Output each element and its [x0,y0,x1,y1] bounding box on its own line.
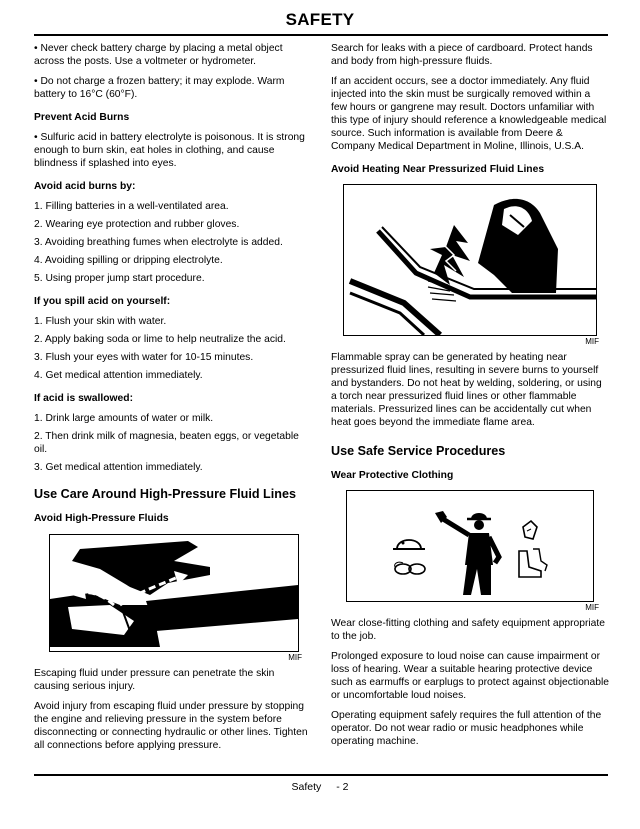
boots-icon [519,549,547,577]
avoid-acid-item-3: 3. Avoiding breathing fumes when electrolyte is added. [34,237,283,248]
welder-illustration [344,185,596,335]
right-intro-paragraph-1: Search for leaks with a piece of cardboard. Protect hands and body from high-pressure fluids. [331,43,593,67]
spill-acid-item-2: 2. Apply baking soda or lime to help neutralize the acid. [34,334,286,345]
avoid-high-pressure-subheading: Avoid High-Pressure Fluids [34,513,169,524]
left-column [34,42,312,759]
high-pressure-paragraph-1: Escaping fluid under pressure can penetrate the skin causing serious injury. [34,668,275,692]
avoid-acid-item-4: 4. Avoiding spilling or dripping electrolyte. [34,255,223,266]
footer-page-number: - 2 [336,781,349,793]
spill-acid-item-3: 3. Flush your eyes with water for 10-15 minutes. [34,352,254,363]
worker-figure [435,511,499,595]
goggles-icon [395,562,425,574]
protective-clothing-figure [346,490,594,602]
heating-paragraph: Flammable spray can be generated by heating near pressurized fluid lines, resulting in severe burns to yourself and bystanders. Do not heat by welding, soldering, or using a torch near pressurized fluid lines or other flammable materials. Pressurized lines can be accidentally cut when heat goes beyond the immediate flame area. [331,352,602,428]
safe-service-heading: Use Safe Service Procedures [331,444,506,458]
swallowed-item-3: 3. Get medical attention immediately. [34,462,203,473]
high-pressure-figure [49,534,299,652]
avoid-acid-burns-heading: Avoid acid burns by: [34,181,136,192]
page-title: SAFETY [285,10,355,29]
avoid-heating-heading: Avoid Heating Near Pressurized Fluid Lines [331,164,545,175]
page-footer [0,781,640,793]
top-rule [34,34,608,36]
gloves-icon [523,521,537,539]
avoid-acid-item-5: 5. Using proper jump start procedure. [34,273,205,284]
bottom-rule [34,774,608,776]
acid-swallowed-heading: If acid is swallowed: [34,393,133,404]
spill-acid-item-4: 4. Get medical attention immediately. [34,370,203,381]
avoid-acid-item-1: 1. Filling batteries in a well-ventilated area. [34,201,229,212]
high-pressure-figure-code: MIF [288,653,302,662]
battery-bullet-2: • Do not charge a frozen battery; it may explode. Warm battery to 16°C (60°F). [34,76,285,100]
prevent-acid-burns-text: • Sulfuric acid in battery electrolyte is poisonous. It is strong enough to burn skin, eat holes in clothing, and cause blindness if splashed into eyes. [34,132,305,169]
battery-bullet-1: • Never check battery charge by placing a metal object across the posts. Use a voltmeter or hydrometer. [34,43,283,67]
right-column [331,42,609,755]
prevent-acid-burns-heading: Prevent Acid Burns [34,112,130,123]
safe-service-paragraph-2: Prolonged exposure to loud noise can cause impairment or loss of hearing. Wear a suitable hearing protective device such as earmuffs or earplugs to protect against objectionable or uncomfortable loud noises. [331,651,609,701]
right-intro-paragraph-2: If an accident occurs, see a doctor immediately. Any fluid injected into the skin must be surgically removed within a few hours or gangrene may result. Doctors unfamiliar with this type of injury should reference a knowledgeable medical source. Such information is available from Deere & Company Medical Department in Moline, Illinois, U.S.A. [331,76,607,152]
spill-acid-item-1: 1. Flush your skin with water. [34,316,167,327]
worker-safety-gear-illustration [347,491,593,601]
hand-fluid-illustration [50,535,298,651]
heating-figure [343,184,597,336]
heating-figure-code: MIF [585,337,599,346]
protective-clothing-figure-code: MIF [585,603,599,612]
high-pressure-heading: Use Care Around High-Pressure Fluid Lines [34,487,296,501]
protective-clothing-subheading: Wear Protective Clothing [331,470,454,481]
high-pressure-paragraph-2: Avoid injury from escaping fluid under pressure by stopping the engine and relieving pressure in the system before disconnecting or connecting hydraulic or other lines. Tighten all connections before applying pressure. [34,701,308,751]
footer-section-label: Safety [291,781,322,793]
spill-acid-heading: If you spill acid on yourself: [34,296,171,307]
swallowed-item-2: 2. Then drink milk of magnesia, beaten eggs, or vegetable oil. [34,431,299,455]
hard-hat-icon [393,540,425,549]
swallowed-item-1: 1. Drink large amounts of water or milk. [34,413,214,424]
avoid-acid-item-2: 2. Wearing eye protection and rubber gloves. [34,219,240,230]
safe-service-paragraph-1: Wear close-fitting clothing and safety equipment appropriate to the job. [331,618,605,642]
safe-service-paragraph-3: Operating equipment safely requires the full attention of the operator. Do not wear radio or music headphones while operating machine. [331,710,602,747]
